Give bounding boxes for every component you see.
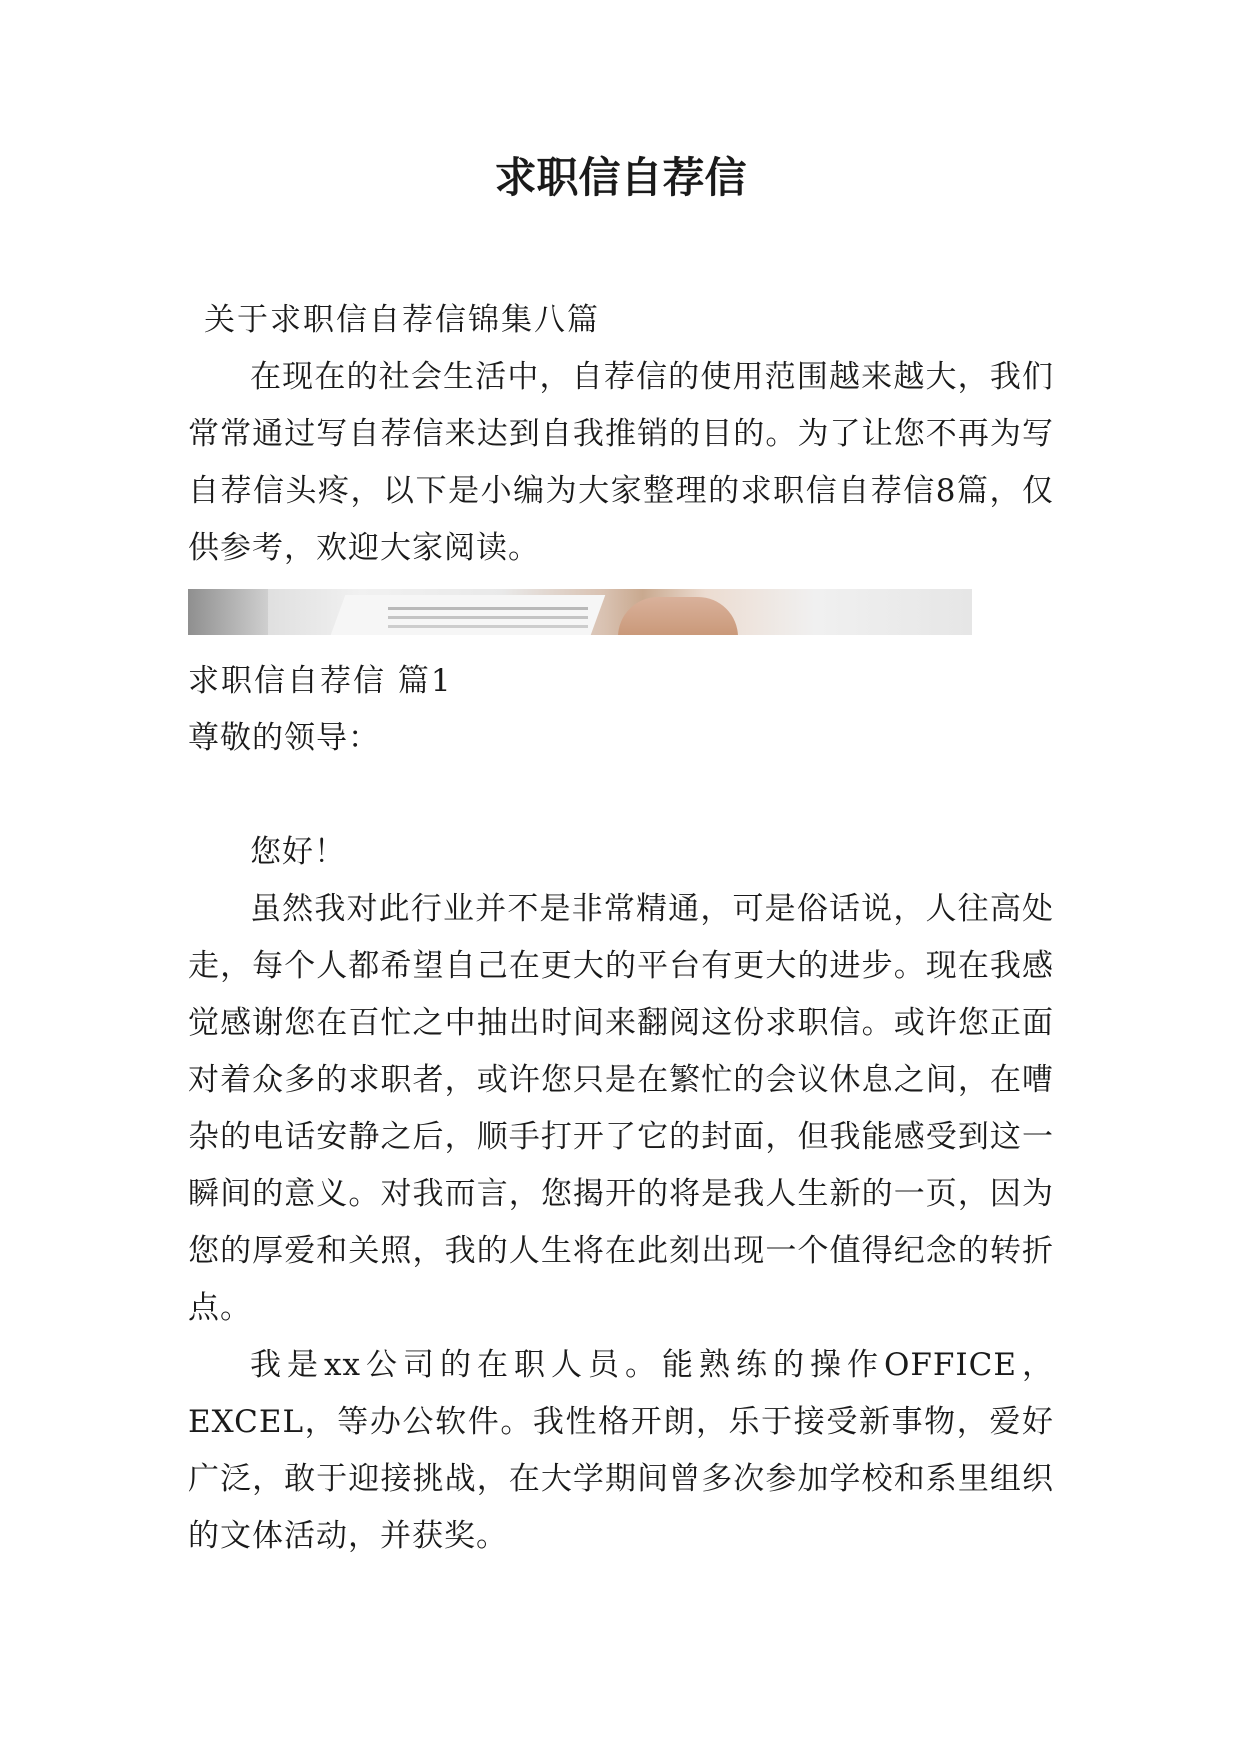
document-title: 求职信自荐信 [494,153,747,202]
header-photo [188,589,972,635]
body-paragraph: 我是xx公司的在职人员。能熟练的操作OFFICE，EXCEL，等办公软件。我性格开朗，乐于接受新事物，爱好广泛，敢于迎接挑战，在大学期间曾多次参加学校和系里组织的文体活动，并获奖。 [188,1347,1054,1554]
body-paragraph: 虽然我对此行业并不是非常精通，可是俗话说，人往高处走，每个人都希望自己在更大的平台有更大的进步。现在我感觉感谢您在百忙之中抽出时间来翻阅这份求职信。或许您正面对着众多的求职者，或许您只是在繁忙的会议休息之间，在嘈杂的电话安静之后，顺手打开了它的封面，但我能感受到这一瞬间的意义。对我而言，您揭开的将是我人生新的一页，因为您的厚爱和关照，我的人生将在此刻出现一个值得纪念的转折点。 [188,891,1054,1326]
greeting: 您好！ [250,834,346,870]
document-body [188,292,1054,1565]
document-subtitle: 关于求职信自荐信锦集八篇 [204,302,600,338]
intro-paragraph: 在现在的社会生活中，自荐信的使用范围越来越大，我们常常通过写自荐信来达到自我推销的目的。为了让您不再为写自荐信头疼，以下是小编为大家整理的求职信自荐信8篇，仅供参考，欢迎大家阅读。 [188,359,1054,566]
blank-line [188,767,1054,824]
salutation: 尊敬的领导： [188,720,380,756]
section-heading: 求职信自荐信 篇1 [188,663,453,699]
